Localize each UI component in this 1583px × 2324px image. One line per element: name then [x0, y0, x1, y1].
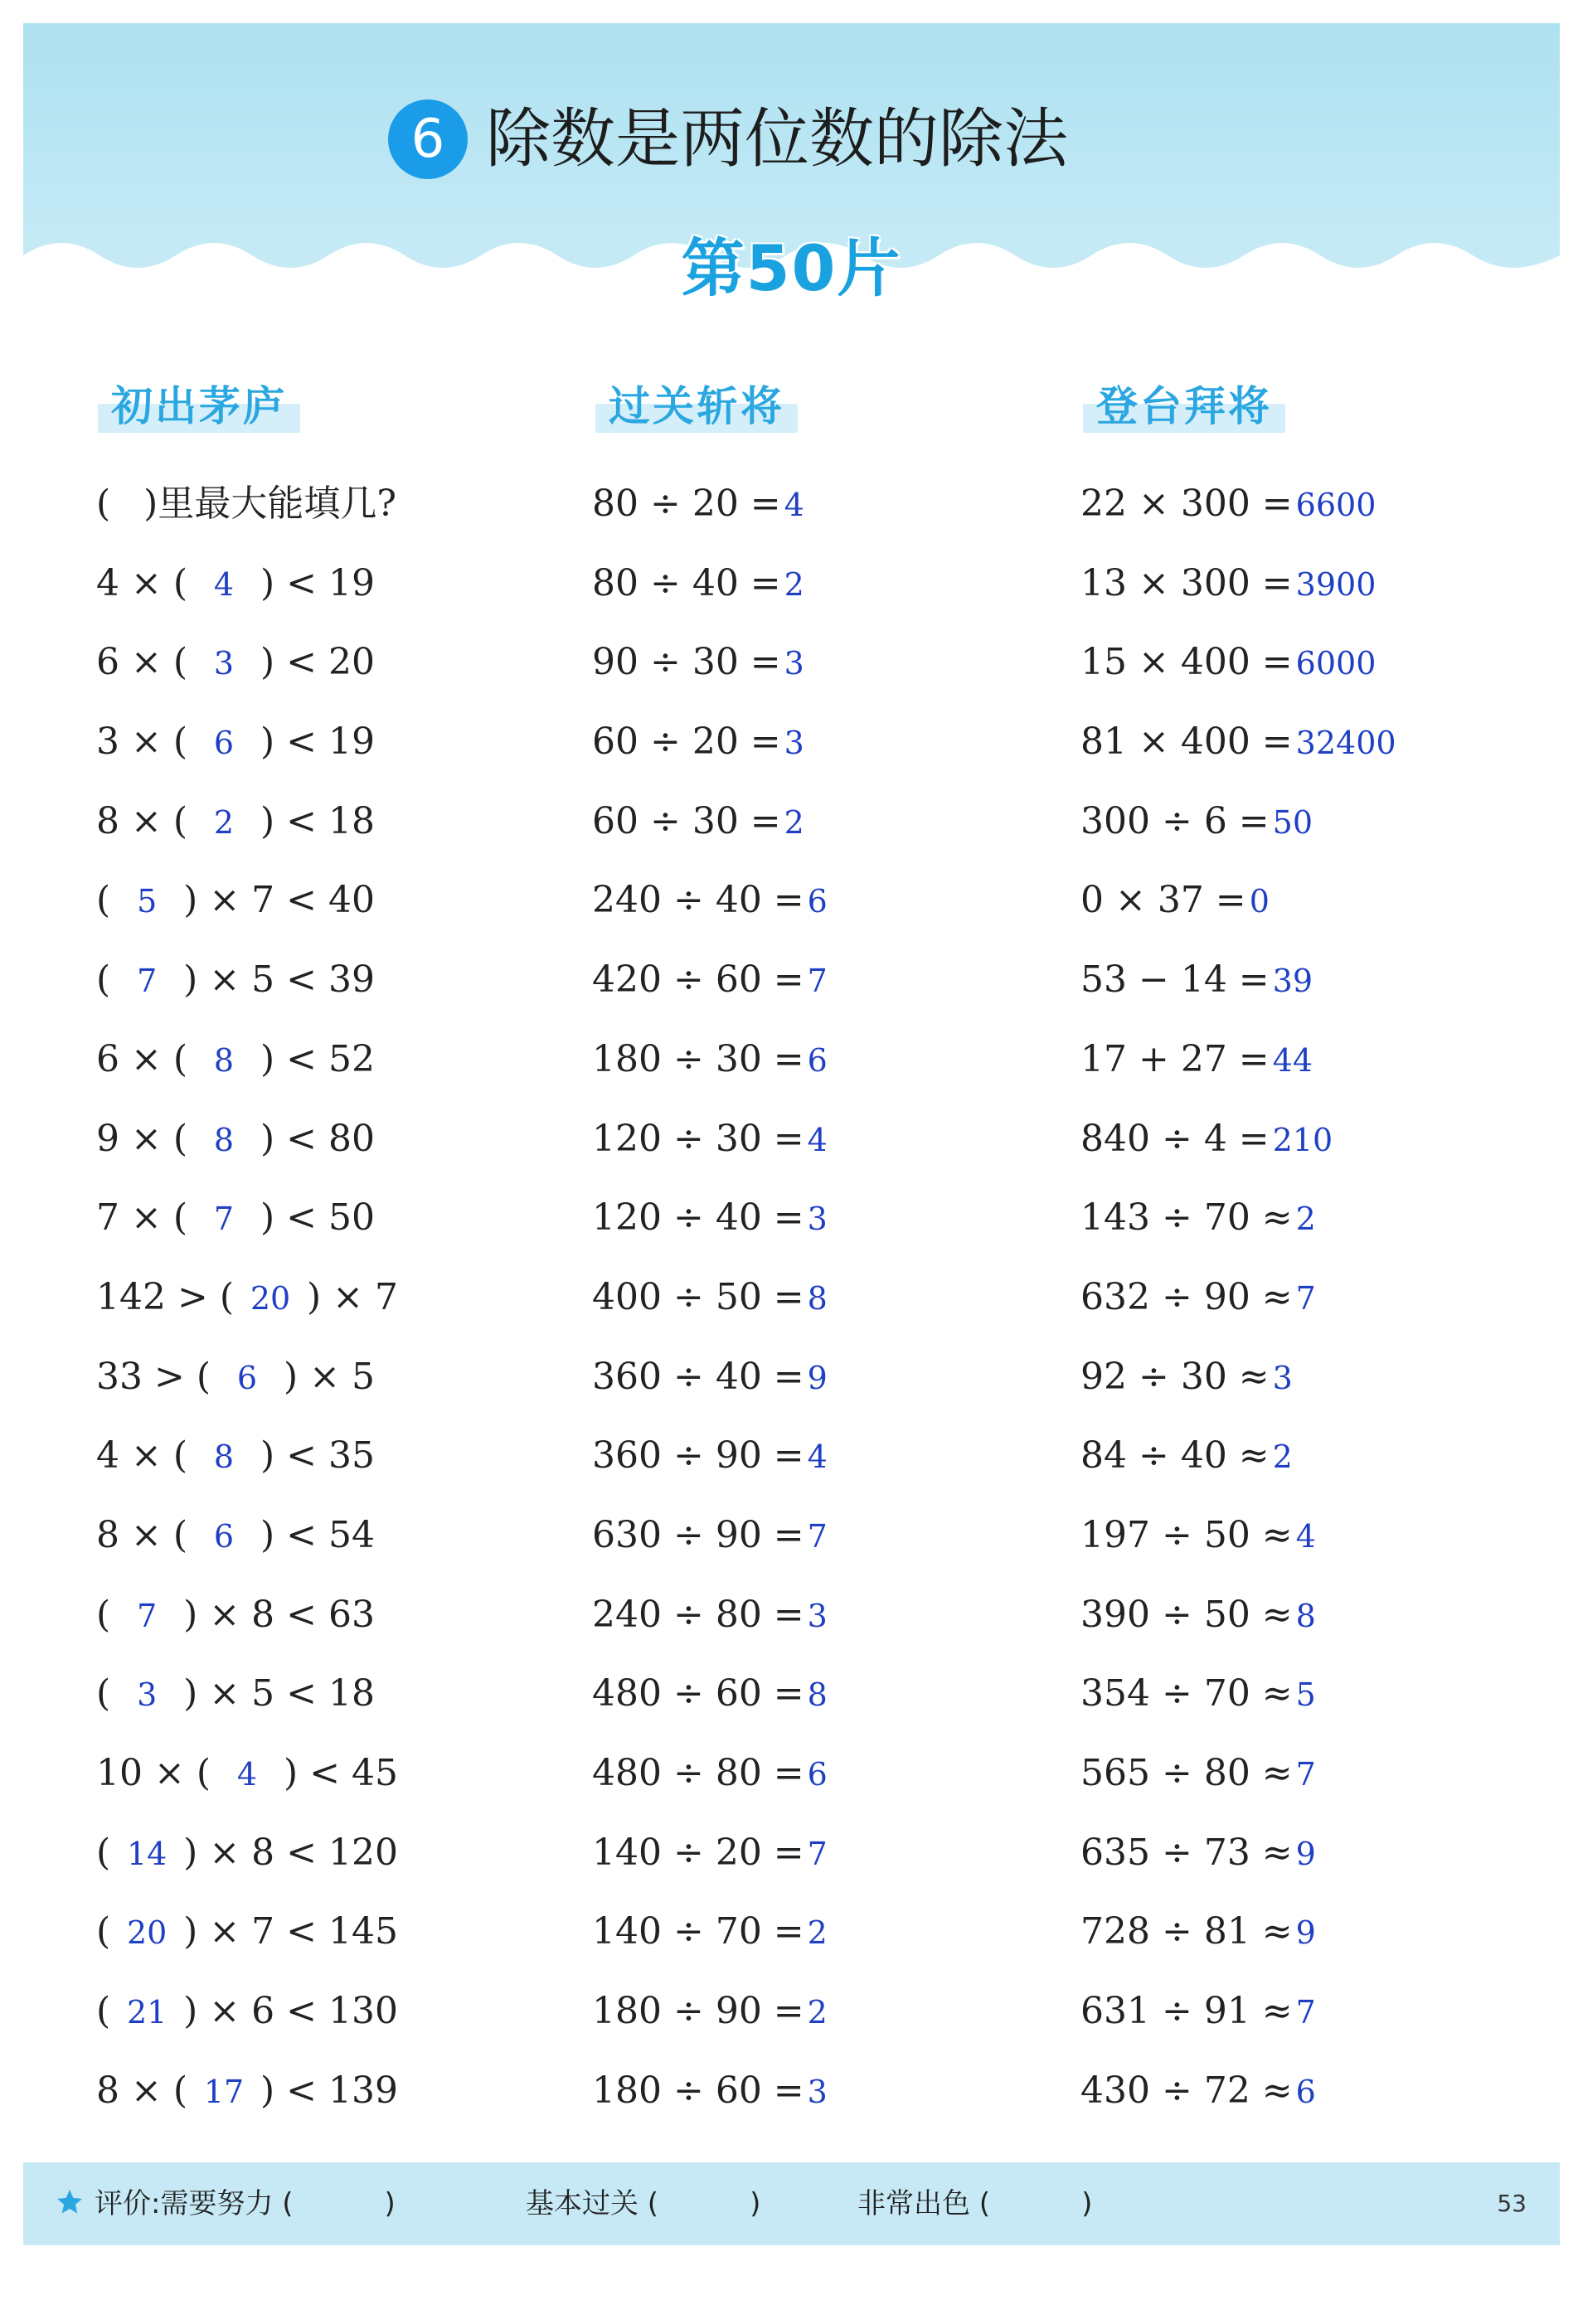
expression-before: 3 × (: [96, 720, 187, 764]
expression: 17 + 27 =: [1080, 1037, 1270, 1080]
expression-after: ) × 7 < 40: [183, 879, 375, 922]
answer-value: 3: [807, 1201, 828, 1238]
expression-after: ) × 8 < 63: [183, 1593, 375, 1636]
expression-after: ) < 20: [260, 641, 375, 684]
answer-value: 3: [784, 645, 804, 682]
evaluation-needs-effort: 评价:需要努力 ( ): [95, 2187, 396, 2220]
answer-value: 3: [784, 725, 804, 762]
answer-value: 9: [1295, 1914, 1316, 1952]
expression: 53 − 14 =: [1080, 958, 1270, 1002]
answer-value: 8: [1295, 1597, 1316, 1634]
exercise-row: [1080, 1498, 1396, 1578]
exercise-row: [592, 863, 828, 943]
exercise-row: [1080, 2054, 1396, 2133]
answer-value: 5: [1295, 1676, 1316, 1714]
expression: 631 ÷ 91 ≈: [1080, 1990, 1293, 2033]
exercise-row: [1080, 625, 1396, 705]
expression-before: (: [96, 958, 111, 1002]
expression: 630 ÷ 90 =: [592, 1513, 804, 1556]
column-heading-3: 登台拜将: [1083, 380, 1285, 433]
expression-before: (: [96, 1990, 111, 2033]
answer-value: 210: [1272, 1121, 1333, 1158]
exercise-row: [96, 1895, 398, 1974]
exercise-row: [96, 1498, 398, 1578]
star-icon: [55, 2187, 85, 2217]
expression: 240 ÷ 80 =: [592, 1593, 804, 1636]
exercise-row: [1080, 1102, 1396, 1181]
answer-value: 7: [213, 1201, 235, 1238]
answer-value: 3: [1272, 1359, 1293, 1396]
answer-value: 6: [213, 1517, 235, 1555]
expression-after: ) × 6 < 130: [183, 1990, 398, 2033]
expression: 400 ÷ 50 =: [592, 1275, 804, 1318]
expression: 180 ÷ 60 =: [592, 2069, 804, 2112]
exercise-row: [592, 1419, 828, 1498]
answer-value: 8: [213, 1121, 235, 1158]
expression-after: ) < 80: [260, 1117, 375, 1160]
expression: 180 ÷ 30 =: [592, 1037, 804, 1080]
answer-value: 32400: [1295, 725, 1396, 762]
exercise-row: [1080, 1022, 1396, 1102]
exercise-row: [96, 1974, 398, 2054]
exercise-row: [96, 943, 398, 1022]
exercise-row: [1080, 1260, 1396, 1340]
expression-before: (: [96, 1831, 111, 1874]
answer-value: 2: [1295, 1201, 1316, 1238]
answer-value: 4: [784, 487, 804, 523]
exercise-row: [96, 1736, 398, 1816]
expression-before: 9 × (: [96, 1117, 187, 1160]
expression: 15 × 400 =: [1080, 641, 1293, 684]
exercise-row: [96, 546, 398, 626]
exercise-row: [1080, 1578, 1396, 1657]
expression-before: (: [96, 1910, 111, 1953]
answer-value: 6: [1295, 2073, 1316, 2110]
evaluation-basic-pass: 基本过关 ( ): [526, 2187, 761, 2220]
answer-value: 6: [807, 1041, 828, 1079]
answer-value: 7: [1295, 1994, 1316, 2031]
exercise-row: [96, 1816, 398, 1895]
answer-value: 6: [807, 1756, 828, 1793]
answer-value: 9: [1295, 1835, 1316, 1872]
exercise-row: [96, 2054, 398, 2133]
expression: 565 ÷ 80 ≈: [1080, 1752, 1293, 1794]
exercise-row: [1080, 1895, 1396, 1974]
exercise-row: [592, 467, 828, 546]
exercise-row: [96, 1181, 398, 1260]
column-2-exercises: [592, 467, 828, 2132]
exercise-row: [592, 1974, 828, 2054]
exercise-row: [1080, 546, 1396, 626]
answer-value: 7: [807, 963, 828, 1000]
answer-value: 2: [807, 1914, 828, 1952]
exercise-row: [96, 705, 398, 784]
answer-value: 4: [1295, 1517, 1316, 1555]
expression-after: ) < 139: [260, 2069, 398, 2112]
exercise-row: [592, 1578, 828, 1657]
exercise-row: [592, 1260, 828, 1340]
expression: 840 ÷ 4 =: [1080, 1117, 1270, 1160]
instruction-row: [96, 467, 398, 546]
answer-value: 39: [1272, 963, 1314, 1000]
answer-value: 8: [807, 1676, 828, 1714]
exercise-row: [1080, 1419, 1396, 1498]
answer-value: 4: [807, 1121, 828, 1158]
expression: 13 × 300 =: [1080, 561, 1293, 604]
answer-value: 0: [1249, 883, 1270, 920]
exercise-row: [96, 1340, 398, 1419]
expression: 22 × 300 =: [1080, 483, 1293, 525]
answer-value: 9: [807, 1359, 828, 1396]
answer-value: 7: [1295, 1279, 1316, 1317]
exercise-row: [1080, 863, 1396, 943]
expression: 84 ÷ 40 ≈: [1080, 1434, 1270, 1477]
column-3-exercises: [1080, 467, 1396, 2132]
expression: 90 ÷ 30 =: [592, 641, 781, 684]
answer-value: 17: [203, 2073, 245, 2110]
expression: 140 ÷ 70 =: [592, 1910, 804, 1953]
expression: 60 ÷ 20 =: [592, 720, 781, 764]
exercise-row: [592, 625, 828, 705]
answer-value: 4: [236, 1756, 258, 1793]
exercise-row: [1080, 1181, 1396, 1260]
answer-value: 8: [807, 1279, 828, 1317]
expression-before: 10 × (: [96, 1752, 211, 1794]
exercise-row: [1080, 943, 1396, 1022]
expression: 360 ÷ 90 =: [592, 1434, 804, 1477]
evaluation-footer: [23, 2162, 1560, 2245]
instruction-text: )里最大能填几?: [143, 483, 396, 525]
evaluation-excellent: 非常出色 ( ): [857, 2187, 1093, 2220]
expression: 120 ÷ 30 =: [592, 1117, 804, 1160]
exercise-row: [96, 625, 398, 705]
expression: 390 ÷ 50 ≈: [1080, 1593, 1293, 1636]
expression-after: ) × 8 < 120: [183, 1831, 398, 1874]
exercise-row: [592, 1816, 828, 1895]
answer-value: 8: [213, 1439, 235, 1476]
answer-value: 6: [807, 883, 828, 920]
exercise-row: [592, 1022, 828, 1102]
column-heading-1: 初出茅庐: [98, 380, 300, 433]
expression-after: ) < 50: [260, 1196, 375, 1240]
answer-value: 14: [126, 1835, 168, 1872]
expression-after: ) × 5: [284, 1355, 375, 1398]
expression-before: 4 × (: [96, 561, 187, 604]
expression: 728 ÷ 81 ≈: [1080, 1910, 1293, 1953]
expression-before: 4 × (: [96, 1434, 187, 1477]
answer-value: 5: [137, 883, 158, 920]
answer-value: 6: [236, 1359, 258, 1396]
answer-value: 20: [126, 1914, 168, 1952]
exercise-row: [1080, 1974, 1396, 2054]
exercise-row: [1080, 705, 1396, 784]
expression: 240 ÷ 40 =: [592, 879, 804, 922]
chapter-number-badge: 6: [388, 99, 468, 179]
answer-value: 3: [213, 645, 235, 682]
expression: 0 × 37 =: [1080, 879, 1246, 922]
chapter-title: 除数是两位数的除法: [486, 102, 1069, 177]
exercise-row: [592, 1340, 828, 1419]
answer-value: 7: [1295, 1756, 1316, 1793]
expression: 80 ÷ 20 =: [592, 483, 781, 525]
answer-value: 7: [137, 1597, 158, 1634]
expression: 143 ÷ 70 ≈: [1080, 1196, 1293, 1240]
exercise-row: [592, 943, 828, 1022]
answer-value: 2: [213, 803, 235, 841]
expression-after: ) × 7: [307, 1275, 398, 1318]
exercise-row: [592, 1498, 828, 1578]
exercise-row: [1080, 1657, 1396, 1736]
answer-value: 3: [137, 1676, 158, 1714]
answer-value: 2: [1272, 1439, 1293, 1476]
exercise-row: [1080, 784, 1396, 864]
exercise-row: [1080, 1340, 1396, 1419]
answer-value: 21: [126, 1994, 168, 2031]
answer-value: 3: [807, 1597, 828, 1634]
exercise-row: [96, 1657, 398, 1736]
expression-after: ) × 7 < 145: [183, 1910, 398, 1953]
answer-value: 6600: [1295, 487, 1377, 523]
exercise-row: [592, 1895, 828, 1974]
workbook-page: [23, 23, 1560, 2301]
expression: 635 ÷ 73 ≈: [1080, 1831, 1293, 1874]
expression: 80 ÷ 40 =: [592, 561, 781, 604]
answer-value: 7: [807, 1835, 828, 1872]
exercise-row: [96, 1419, 398, 1498]
answer-value: 6: [213, 725, 235, 762]
exercise-row: [96, 863, 398, 943]
expression: 354 ÷ 70 ≈: [1080, 1672, 1293, 1715]
expression-after: ) < 18: [260, 799, 375, 842]
answer-value: 2: [784, 565, 804, 603]
expression-before: (: [96, 1593, 111, 1636]
exercise-row: [592, 2054, 828, 2133]
exercise-row: [592, 705, 828, 784]
answer-value: 2: [784, 803, 804, 841]
expression-before: 8 × (: [96, 1513, 187, 1556]
exercise-row: [1080, 1816, 1396, 1895]
column-1-exercises: [96, 467, 398, 2132]
answer-value: 8: [213, 1041, 235, 1079]
exercise-row: [96, 1260, 398, 1340]
exercise-row: [592, 546, 828, 626]
exercise-row: [1080, 1736, 1396, 1816]
page-number: 53: [1497, 2190, 1527, 2217]
expression-before: 6 × (: [96, 641, 187, 684]
answer-value: 50: [1272, 803, 1314, 841]
answer-value: 4: [213, 565, 235, 603]
exercise-row: [592, 1102, 828, 1181]
expression-before: 8 × (: [96, 2069, 187, 2112]
expression-before: 7 × (: [96, 1196, 187, 1240]
expression: 60 ÷ 30 =: [592, 799, 781, 842]
exercise-row: [96, 784, 398, 864]
exercise-row: [96, 1022, 398, 1102]
expression-after: ) < 45: [284, 1752, 398, 1794]
expression: 92 ÷ 30 ≈: [1080, 1355, 1270, 1398]
expression: 197 ÷ 50 ≈: [1080, 1513, 1293, 1556]
page-header: [23, 23, 1560, 305]
expression-before: 33 > (: [96, 1355, 211, 1398]
answer-value: 44: [1272, 1041, 1314, 1079]
expression-after: ) < 54: [260, 1513, 375, 1556]
expression-before: (: [96, 879, 111, 922]
expression: 420 ÷ 60 =: [592, 958, 804, 1002]
expression-before: (: [96, 1672, 111, 1715]
answer-value: 20: [250, 1279, 291, 1317]
answer-value: 7: [807, 1517, 828, 1555]
expression: 480 ÷ 60 =: [592, 1672, 804, 1715]
expression: 360 ÷ 40 =: [592, 1355, 804, 1398]
expression: 180 ÷ 90 =: [592, 1990, 804, 2033]
answer-value: 7: [137, 963, 158, 1000]
exercise-row: [592, 784, 828, 864]
answer-value: 3: [807, 2073, 828, 2110]
answer-value: 3900: [1295, 565, 1377, 603]
expression-after: ) < 52: [260, 1037, 375, 1080]
expression: 81 × 400 =: [1080, 720, 1293, 764]
instruction-open: (: [96, 483, 111, 525]
answer-value: 4: [807, 1439, 828, 1476]
exercise-row: [96, 1578, 398, 1657]
exercise-row: [592, 1181, 828, 1260]
expression-after: ) < 35: [260, 1434, 375, 1477]
expression-after: ) < 19: [260, 561, 375, 604]
expression-after: ) < 19: [260, 720, 375, 764]
answer-value: 6000: [1295, 645, 1377, 682]
exercise-row: [592, 1657, 828, 1736]
expression-before: 142 > (: [96, 1275, 234, 1318]
sheet-label: 第50片: [681, 231, 902, 305]
exercise-row: [96, 1102, 398, 1181]
expression-after: ) × 5 < 39: [183, 958, 375, 1002]
exercise-row: [592, 1736, 828, 1816]
expression: 300 ÷ 6 =: [1080, 799, 1270, 842]
column-heading-2: 过关斩将: [595, 380, 798, 433]
exercise-row: [1080, 467, 1396, 546]
expression: 430 ÷ 72 ≈: [1080, 2069, 1293, 2112]
expression-after: ) × 5 < 18: [183, 1672, 375, 1715]
answer-value: 2: [807, 1994, 828, 2031]
expression-before: 8 × (: [96, 799, 187, 842]
expression: 120 ÷ 40 =: [592, 1196, 804, 1240]
expression: 632 ÷ 90 ≈: [1080, 1275, 1293, 1318]
expression-before: 6 × (: [96, 1037, 187, 1080]
expression: 140 ÷ 20 =: [592, 1831, 804, 1874]
expression: 480 ÷ 80 =: [592, 1752, 804, 1794]
